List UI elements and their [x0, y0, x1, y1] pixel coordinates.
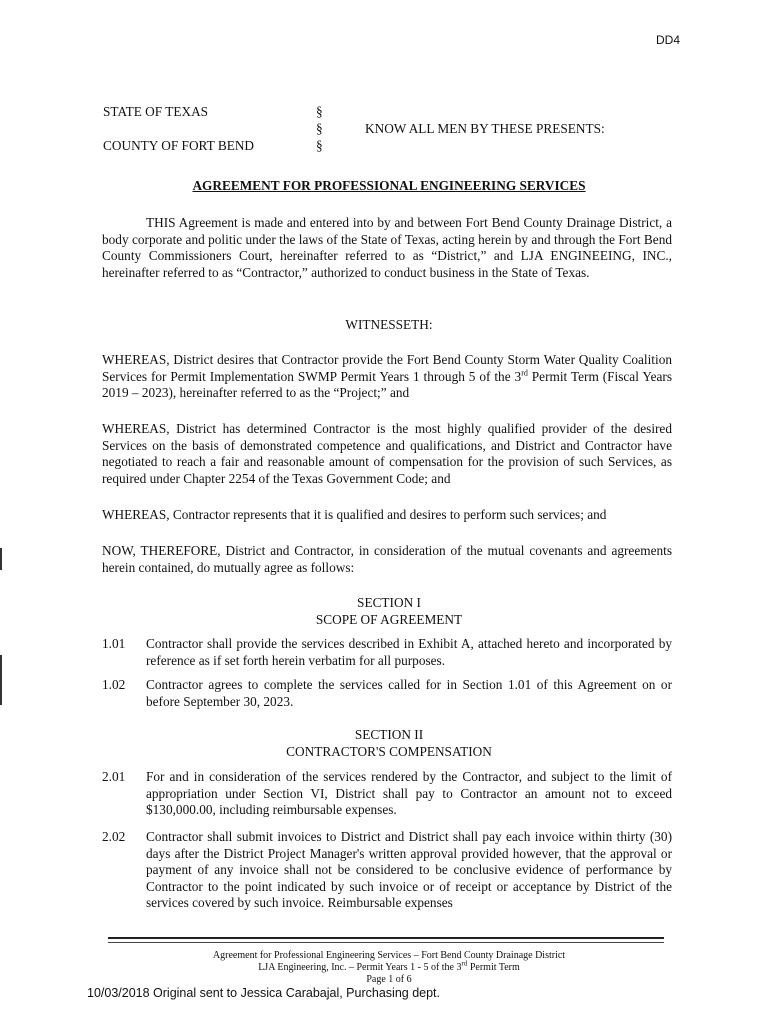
- footer-divider: [108, 937, 664, 939]
- state-label: STATE OF TEXAS: [103, 104, 209, 119]
- document-code: DD4: [656, 33, 681, 47]
- agreement-title: AGREEMENT FOR PROFESSIONAL ENGINEERING SERVICES: [192, 178, 586, 193]
- clause-number: 1.02: [102, 677, 126, 692]
- section-1-heading: SECTION I: [357, 595, 421, 610]
- clause-text: Contractor shall provide the services described in Exhibit A, attached hereto and incorporated by reference as if set forth herein verbatim for all purposes.: [146, 636, 672, 668]
- ordinal-suffix: rd: [461, 959, 468, 968]
- clause-number: 1.01: [102, 636, 126, 651]
- whereas-1-text-end: Permit Term (Fiscal Years 2019 – 2023), hereinafter referred to as the “Project;” and: [102, 368, 672, 401]
- routing-note: 10/03/2018 Original sent to Jessica Carabajal, Purchasing dept.: [87, 986, 440, 1000]
- intro-text: THIS Agreement is made and entered into by and between Fort Bend County Drainage District, a body corporate and politic under the laws of the State of Texas, acting herein by and through the Fort Bend County Commissioners Court, hereinafter referred to as “District,” and LJA ENGINEEING, INC., hereinafter referred to as “Contractor,” authorized to conduct business in the State of Texas.: [102, 215, 672, 280]
- footer-line-2-text-end: Permit Term: [467, 962, 520, 973]
- list-item: [102, 769, 672, 819]
- footer-line-2: [100, 959, 678, 974]
- page-number: Page 1 of 6: [366, 974, 412, 985]
- whereas-paragraph-2: WHEREAS, District has determined Contractor is the most highly qualified provider of the desired Services on the basis of demonstrated competence and qualifications, and District and Contractor have negotiated to reach a fair and reasonable amount of compensation for the provision of such Services, as required under Chapter 2254 of the Texas Government Code; and: [102, 421, 672, 486]
- section-sign: §: [316, 104, 323, 119]
- whereas-paragraph-1: [102, 352, 672, 402]
- footer-line-1: Agreement for Professional Engineering Services – Fort Bend County Drainage District: [212, 950, 566, 961]
- now-therefore-paragraph: NOW, THEREFORE, District and Contractor, in consideration of the mutual covenants and agreements herein contained, do mutually agree as follows:: [102, 543, 672, 575]
- section-2-subheading: CONTRACTOR'S COMPENSATION: [286, 744, 492, 759]
- whereas-paragraph-3: WHEREAS, Contractor represents that it is qualified and desires to perform such services; and: [102, 507, 607, 522]
- clause-number: 2.02: [102, 829, 126, 844]
- list-item: [102, 636, 672, 670]
- clause-text: Contractor shall submit invoices to District and District shall pay each invoice within thirty (30) days after the District Project Manager's written approval provided however, that the approval or payment of any invoice shall not be considered to be conclusive evidence of performance by Contractor to the point indicated by such invoice or of receipt or acceptance by District of the services covered by such invoice. Reimbursable expenses: [146, 829, 672, 911]
- footer-divider: [108, 942, 664, 943]
- clause-text: Contractor agrees to complete the services called for in Section 1.01 of this Agreement on or before September 30, 2023.: [146, 677, 672, 709]
- county-label: COUNTY OF FORT BEND: [103, 138, 255, 153]
- section-1-subheading: SCOPE OF AGREEMENT: [315, 612, 463, 627]
- list-item: [102, 677, 672, 711]
- witnesseth-heading: WITNESSETH:: [345, 317, 433, 332]
- whereas-1-text: WHEREAS, District desires that Contractor provide the Fort Bend County Storm Water Quality Coalition Services for Permit Implementation SWMP Permit Years 1 through 5 of the 3: [102, 352, 672, 384]
- section-2-heading: SECTION II: [354, 727, 424, 742]
- section-sign: §: [316, 121, 323, 136]
- clause-number: 2.01: [102, 769, 126, 784]
- intro-paragraph: [102, 215, 672, 281]
- list-item: [102, 829, 672, 919]
- section-sign: §: [316, 138, 323, 153]
- ordinal-suffix: rd: [521, 368, 528, 378]
- scan-edge-mark: [0, 655, 2, 705]
- know-all-men: KNOW ALL MEN BY THESE PRESENTS:: [365, 121, 605, 136]
- footer-line-2-text: LJA Engineering, Inc. – Permit Years 1 - 5 of the 3: [258, 962, 462, 973]
- scan-edge-mark: [0, 548, 2, 570]
- clause-text: For and in consideration of the services rendered by the Contractor, and subject to the limit of appropriation under Section VI, District shall pay to Contractor an amount not to exceed $130,000.00, including reimbursable expenses.: [146, 769, 672, 818]
